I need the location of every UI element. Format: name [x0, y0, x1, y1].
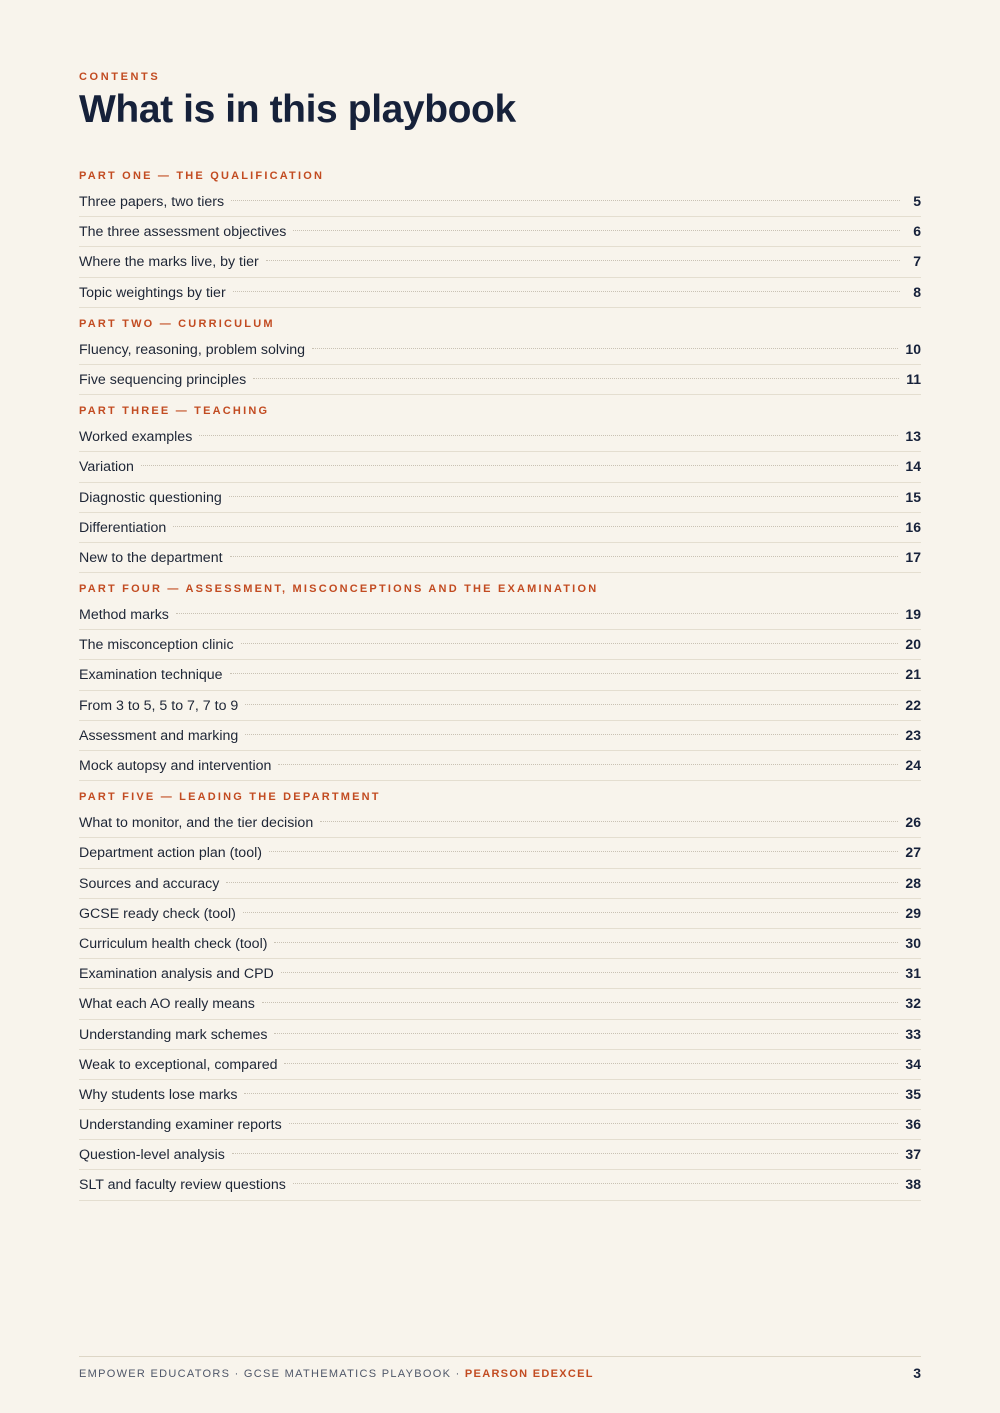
toc-entry-page-number: 22 [905, 696, 921, 713]
toc-entry[interactable] [79, 452, 921, 482]
toc-entry-label: Understanding mark schemes [79, 1026, 268, 1043]
footer-publication-line [79, 1368, 594, 1380]
page-footer [79, 1356, 921, 1381]
toc-entry[interactable] [79, 751, 921, 781]
contents-page [79, 0, 921, 1413]
toc-section [79, 170, 921, 308]
toc-entry[interactable] [79, 660, 921, 690]
dot-leader [245, 734, 898, 735]
toc-entry[interactable] [79, 899, 921, 929]
footer-publisher-label: PEARSON EDEXCEL [464, 1368, 594, 1380]
dot-leader [281, 972, 899, 973]
toc-entry[interactable] [79, 1140, 921, 1170]
section-heading: PART ONE — THE QUALIFICATION [79, 170, 325, 182]
toc-entry-page-number: 29 [905, 904, 921, 921]
toc-entry-page-number: 17 [905, 548, 921, 565]
toc-entry-page-number: 35 [905, 1085, 921, 1102]
section-heading: PART FOUR — ASSESSMENT, MISCONCEPTIONS AND THE EXAMINATION [79, 583, 599, 596]
toc-entry-page-number: 13 [905, 428, 921, 445]
toc-entry-label: From 3 to 5, 5 to 7, 7 to 9 [79, 697, 239, 714]
toc-entry-label: Method marks [79, 607, 169, 624]
toc-entry-label: Curriculum health check (tool) [79, 935, 268, 952]
toc-entry-label: Topic weightings by tier [79, 284, 226, 301]
toc-entry-label: Assessment and marking [79, 727, 239, 744]
toc-entry-label: Where the marks live, by tier [79, 254, 259, 271]
toc-entry-page-number: 23 [905, 726, 921, 743]
toc-entry-page-number: 27 [905, 844, 921, 861]
dot-leader [244, 1093, 898, 1094]
toc-entry-label: Worked examples [79, 429, 193, 446]
toc-entry[interactable] [79, 630, 921, 660]
toc-entry[interactable] [79, 869, 921, 899]
toc-entry[interactable] [79, 721, 921, 751]
toc-entry-label: Weak to exceptional, compared [79, 1056, 278, 1073]
toc-entry-page-number: 33 [905, 1025, 921, 1042]
dot-leader [274, 942, 898, 943]
page-title: What is in this playbook [79, 88, 516, 131]
dot-leader [312, 348, 898, 349]
toc-entry-page-number: 14 [905, 458, 921, 475]
dot-leader [176, 613, 899, 614]
toc-entry-page-number: 16 [905, 518, 921, 535]
dot-leader [293, 230, 900, 231]
dot-leader [230, 556, 899, 557]
toc-entry-page-number: 6 [913, 223, 921, 240]
contents-eyebrow: CONTENTS [79, 71, 161, 83]
toc-entry[interactable] [79, 217, 921, 247]
toc-entry-label: Examination technique [79, 667, 223, 684]
toc-entry-label: SLT and faculty review questions [79, 1177, 286, 1194]
toc-entry-label: Sources and accuracy [79, 875, 220, 892]
dot-leader [289, 1123, 899, 1124]
toc-section [79, 791, 921, 1200]
toc-entry[interactable] [79, 483, 921, 513]
toc-entry-label: Mock autopsy and intervention [79, 758, 272, 774]
toc-section [79, 318, 921, 395]
dot-leader [243, 912, 899, 913]
toc-entry[interactable] [79, 989, 921, 1019]
dot-leader [293, 1183, 899, 1184]
toc-entry[interactable] [79, 959, 921, 989]
dot-leader [230, 673, 899, 674]
toc-entry[interactable] [79, 278, 921, 308]
toc-entry[interactable] [79, 1080, 921, 1110]
dot-leader [226, 882, 898, 883]
dot-leader [278, 764, 898, 765]
toc-entry-page-number: 36 [905, 1116, 921, 1133]
toc-entry-label: Department action plan (tool) [79, 845, 262, 862]
toc-entry-page-number: 21 [905, 666, 921, 683]
toc-entry-page-number: 8 [913, 283, 921, 300]
dot-leader [141, 465, 898, 466]
toc-entry-label: The misconception clinic [79, 637, 234, 654]
toc-entry-page-number: 20 [905, 636, 921, 653]
toc-entry-label: Understanding examiner reports [79, 1117, 282, 1134]
toc-entry[interactable] [79, 1110, 921, 1140]
toc-entry[interactable] [79, 365, 921, 395]
toc-entry[interactable] [79, 335, 921, 365]
toc-entry-page-number: 15 [905, 488, 921, 505]
toc-entry[interactable] [79, 1050, 921, 1080]
toc-entry-label: The three assessment objectives [79, 224, 287, 241]
table-of-contents [79, 170, 921, 1211]
toc-entry[interactable] [79, 929, 921, 959]
footer-page-number: 3 [913, 1365, 921, 1381]
toc-entry-page-number: 32 [905, 995, 921, 1012]
toc-entry-page-number: 26 [905, 814, 921, 831]
dot-leader [232, 1153, 899, 1154]
toc-section [79, 405, 921, 573]
dot-leader [231, 200, 900, 201]
dot-leader [269, 851, 898, 852]
dot-leader [233, 291, 900, 292]
dot-leader [266, 260, 900, 261]
toc-entry-page-number: 11 [906, 370, 921, 387]
toc-entry-page-number: 19 [905, 606, 921, 623]
footer-series-label: EMPOWER EDUCATORS · GCSE MATHEMATICS PLAYBOOK · [79, 1368, 465, 1380]
toc-entry-label: What to monitor, and the tier decision [79, 815, 314, 832]
toc-section [79, 583, 921, 781]
toc-entry[interactable] [79, 543, 921, 573]
toc-entry-page-number: 30 [905, 934, 921, 951]
toc-entry-label: Three papers, two tiers [79, 194, 225, 210]
toc-entry-label: GCSE ready check (tool) [79, 905, 236, 922]
toc-entry-page-number: 37 [905, 1146, 921, 1163]
dot-leader [253, 378, 899, 379]
dot-leader [173, 526, 898, 527]
toc-entry-label: Differentiation [79, 519, 167, 536]
toc-entry-page-number: 31 [905, 965, 921, 982]
toc-entry-label: Variation [79, 459, 134, 476]
dot-leader [245, 704, 898, 705]
dot-leader [199, 435, 898, 436]
section-heading: PART TWO — CURRICULUM [79, 317, 275, 330]
dot-leader [320, 821, 898, 822]
toc-entry-label: Fluency, reasoning, problem solving [79, 341, 306, 358]
toc-entry[interactable] [79, 422, 921, 452]
toc-entry[interactable] [79, 808, 921, 838]
toc-entry-label: New to the department [79, 549, 223, 566]
toc-entry[interactable] [79, 247, 921, 277]
toc-entry-label: Diagnostic questioning [79, 489, 222, 506]
toc-entry-label: Five sequencing principles [79, 371, 247, 388]
section-heading: PART FIVE — LEADING THE DEPARTMENT [79, 791, 381, 804]
toc-entry-label: What each AO really means [79, 996, 255, 1013]
toc-entry-page-number: 24 [905, 757, 921, 773]
toc-entry[interactable] [79, 838, 921, 868]
toc-entry-label: Examination analysis and CPD [79, 966, 274, 983]
toc-entry-page-number: 34 [905, 1055, 921, 1072]
dot-leader [229, 496, 899, 497]
toc-entry[interactable] [79, 691, 921, 721]
toc-entry-page-number: 10 [905, 340, 921, 357]
toc-entry[interactable] [79, 600, 921, 630]
toc-entry-label: Question-level analysis [79, 1147, 225, 1164]
dot-leader [284, 1063, 898, 1064]
section-heading: PART THREE — TEACHING [79, 405, 270, 418]
toc-entry-page-number: 7 [913, 253, 921, 270]
toc-entry[interactable] [79, 513, 921, 543]
toc-entry-page-number: 28 [905, 874, 921, 891]
toc-entry-page-number: 38 [905, 1176, 921, 1193]
toc-entry[interactable] [79, 1020, 921, 1050]
dot-leader [241, 643, 899, 644]
toc-entry-page-number: 5 [913, 193, 921, 209]
toc-entry[interactable] [79, 187, 921, 217]
toc-entry[interactable] [79, 1170, 921, 1200]
toc-entry-label: Why students lose marks [79, 1086, 238, 1103]
dot-leader [274, 1033, 898, 1034]
dot-leader [262, 1002, 899, 1003]
